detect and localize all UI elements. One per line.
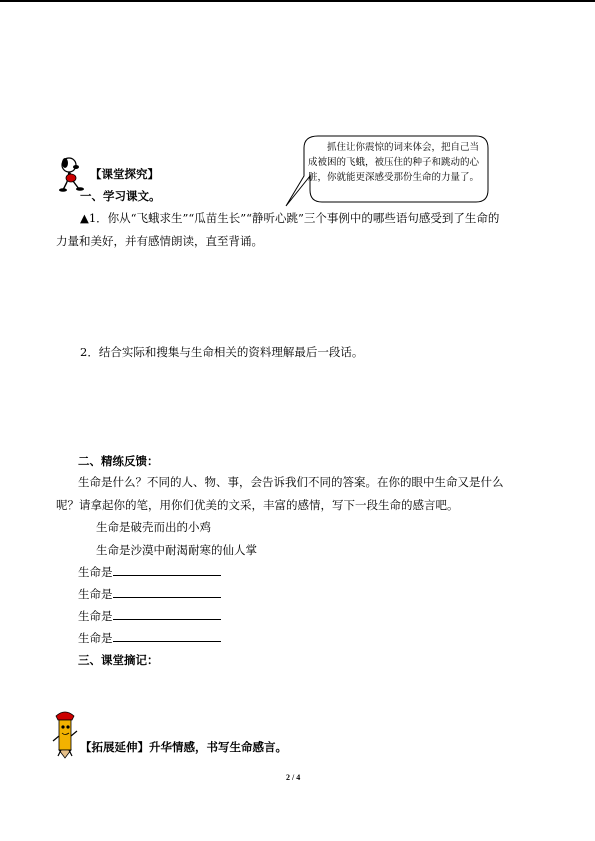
fill-blank-field[interactable] (113, 607, 221, 620)
fill-blank-field[interactable] (113, 585, 221, 598)
subsection-study-text: 一、学习课文。 (80, 189, 161, 203)
question-2: 2．结合实际和搜集与生命相关的资料理解最后一段话。 (80, 345, 364, 359)
cartoon-dog-icon (57, 154, 89, 192)
section-title-explore: 【课堂探究】 (90, 167, 159, 181)
question-1-line-2: 力量和美好，并有感情朗读，直至背诵。 (56, 234, 263, 248)
question-1-line-1: ▲1．你从“飞蛾求生”“瓜苗生长”“静听心跳”三个事例中的哪些语句感受到了生命的 (80, 211, 500, 225)
fill-blank-line (78, 561, 221, 583)
fill-blank-line (78, 605, 221, 627)
section-title-practice: 二、精练反馈： (78, 454, 159, 468)
fill-blank-label: 生命是 (78, 609, 113, 623)
fill-blank-label: 生命是 (78, 587, 113, 601)
example-line-2: 生命是沙漠中耐渴耐寒的仙人掌 (96, 543, 257, 557)
fill-blank-field[interactable] (113, 629, 221, 642)
fill-blank-field[interactable] (113, 563, 221, 576)
example-line-1: 生命是破壳而出的小鸡 (96, 520, 211, 534)
page-number: 2 / 4 (286, 773, 301, 782)
section-title-notes: 三、课堂摘记： (78, 653, 159, 667)
practice-paragraph-line-1: 生命是什么？不同的人、物、事，会告诉我们不同的答案。在你的眼中生命又是什么 (78, 475, 504, 489)
extension-title: 【拓展延伸】升华情感，书写生命感言。 (80, 740, 287, 754)
fill-blank-label: 生命是 (78, 565, 113, 579)
fill-blank-line (78, 627, 221, 649)
cartoon-pencil-icon (50, 708, 80, 760)
fill-blank-line (78, 583, 221, 605)
practice-paragraph-line-2: 呢？请拿起你的笔，用你们优美的文采，丰富的感情，写下一段生命的感言吧。 (56, 498, 459, 512)
top-rule (0, 0, 595, 2)
bubble-text: 抓住让你震惊的词来体会，把自己当成被困的飞蛾，被压住的种子和跳动的心脏，你就能更深感受那份生命的力量了。 (308, 142, 480, 183)
fill-blank-label: 生命是 (78, 631, 113, 645)
